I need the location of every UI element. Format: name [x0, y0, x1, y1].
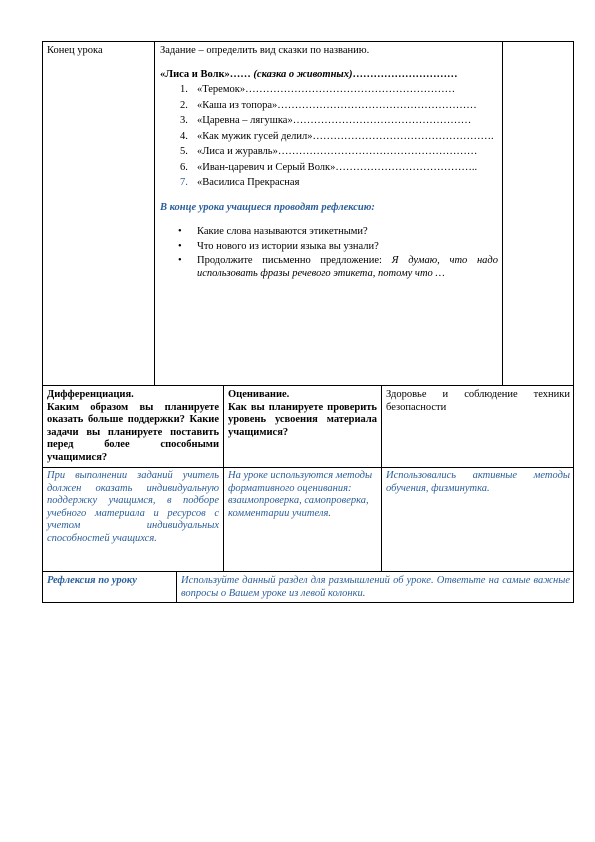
list-item: 6. «Иван-царевич и Серый Волк»………………………………….. [180, 161, 478, 173]
example-title: «Лиса и Волк»…… [160, 68, 251, 80]
list-item: 1. «Теремок»…………………………………………………… [180, 84, 456, 95]
stage-label: Конец урока [47, 45, 103, 56]
example-answer: (сказка о животных) [253, 68, 353, 80]
tales-list [160, 84, 498, 190]
questions-list [160, 226, 498, 280]
row1-divider [42, 385, 574, 386]
row2-divider [42, 467, 574, 468]
assessment-answer: На уроке используются методы формативного оценивания: взаимопроверка, самопроверка, комментарии учителя. [228, 470, 373, 519]
reflection-label: Рефлексия по уроку [47, 575, 137, 586]
row3-divider [42, 571, 574, 572]
example-dots: ………………………… [352, 68, 458, 80]
list-item: • Какие слова называются этикетными? [178, 226, 368, 237]
table-border-top [42, 41, 574, 42]
table-border-right [573, 41, 574, 603]
task-content [160, 45, 498, 283]
row1-col2-divider [502, 41, 503, 385]
differentiation-question: Каким образом вы планируете оказать больше поддержки? Какие задачи вы планируете поставить перед более способными учащимися? [47, 401, 219, 463]
list-item: 5. «Лиса и журавль»………………………………………………… [180, 146, 478, 157]
table-border-bottom [42, 602, 574, 603]
reflection-heading: В конце урока учащиеся проводят рефлексию: [160, 201, 375, 213]
reflection-text: Используйте данный раздел для размышлений об уроке. Ответьте на самые важные вопросы о Вашем уроке из левой колонки. [181, 575, 570, 599]
row4-col-divider [176, 571, 177, 602]
list-item: 3. «Царевна – лягушка»…………………………………………… [180, 115, 472, 126]
row23-col2-divider [381, 385, 382, 571]
row1-col1-divider [154, 41, 155, 385]
row23-col1-divider [223, 385, 224, 571]
assessment-question: Как вы планируете проверить уровень усвоения материала учащимися? [228, 401, 377, 438]
table-border-left [42, 41, 43, 603]
list-item: • Продолжите письменно предложение: Я думаю, что надо использовать фразы речевого этикета, потому что … [178, 255, 498, 279]
assessment-heading: Оценивание. [228, 389, 290, 400]
health-heading: Здоровье и соблюдение техники безопасности [386, 389, 570, 413]
differentiation-heading: Дифференциация. [47, 389, 134, 400]
differentiation-answer: При выполнении заданий учитель должен оказать индивидуальную поддержку учащимся, в подборе учебного материала и ресурсов с учетом индивидуальных способностей учащихся. [47, 470, 219, 544]
assessment-cell [228, 389, 377, 439]
list-item: 4. «Как мужик гусей делил»……………………………………………. [180, 130, 494, 142]
example-line [160, 69, 498, 82]
task-text: Задание – определить вид сказки по названию. [160, 45, 370, 56]
health-answer: Использовались активные методы обучения, физминутка. [386, 470, 570, 494]
differentiation-cell [47, 389, 219, 464]
list-item: • Что нового из истории языка вы узнали? [178, 240, 379, 252]
health-cell [386, 389, 570, 414]
list-item: 2. «Каша из топора»………………………………………………… [180, 99, 477, 111]
list-item: 7. «Василиса Прекрасная [180, 177, 300, 188]
